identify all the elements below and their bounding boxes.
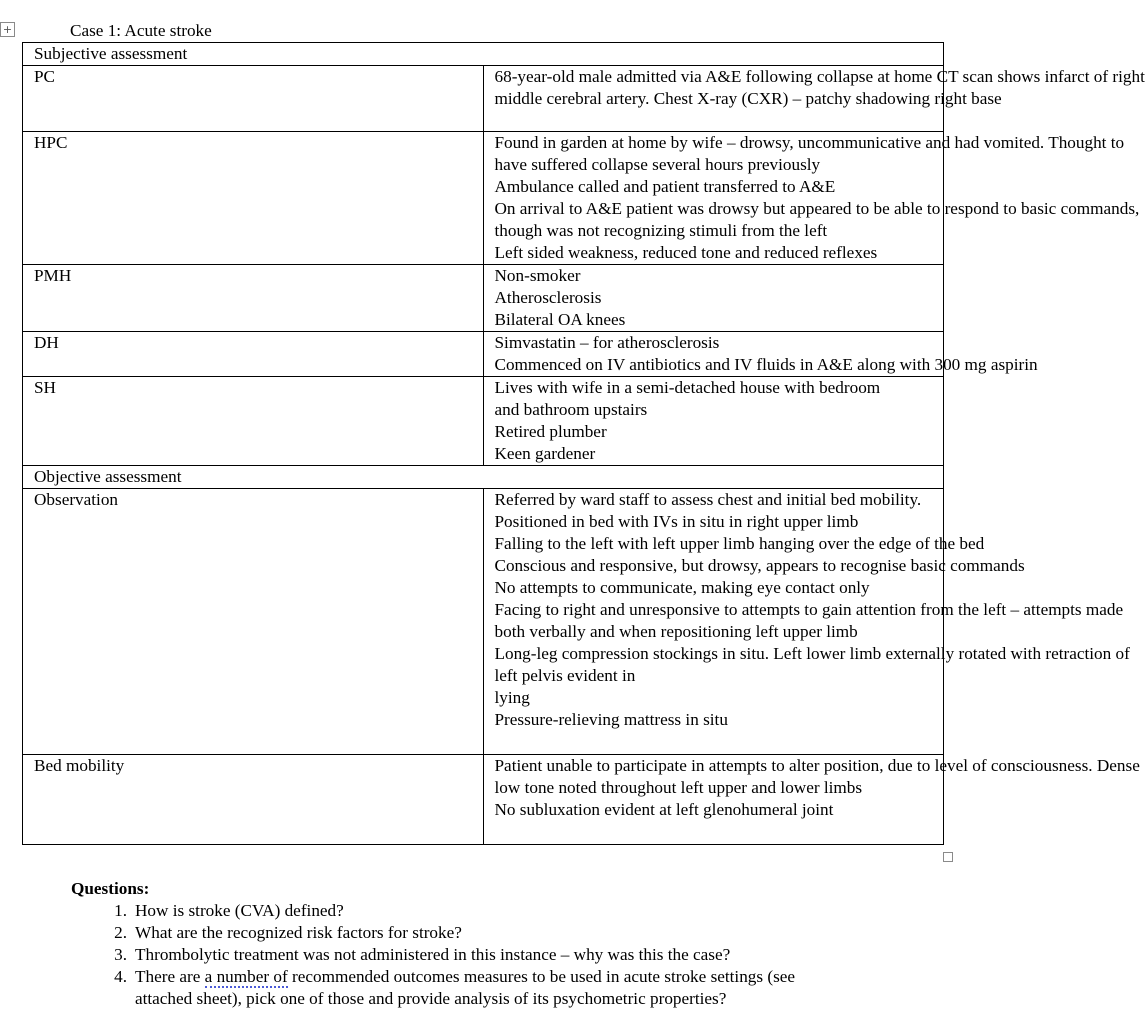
case-title: Case 1: Acute stroke	[70, 21, 212, 40]
table-row-dh	[23, 332, 944, 377]
content-line: On arrival to A&E patient was drowsy but appeared to be able to respond to basic commands,	[494, 199, 1140, 218]
table-row-observation	[23, 489, 944, 755]
table-row-pmh	[23, 265, 944, 332]
content-line: though was not recognizing stimuli from the left	[494, 221, 828, 240]
row-label: DH	[23, 332, 484, 377]
row-content	[483, 265, 944, 332]
question-number: 3.	[114, 945, 127, 964]
content-line: Retired plumber	[494, 422, 607, 441]
content-line: No attempts to communicate, making eye contact only	[494, 578, 870, 597]
question-number: 2.	[114, 923, 127, 942]
content-line: No subluxation evident at left glenohumeral joint	[494, 800, 834, 819]
question-text-pre: There are	[135, 967, 205, 986]
list-item	[71, 900, 951, 922]
content-line: Conscious and responsive, but drowsy, appears to recognise basic commands	[494, 556, 1025, 575]
content-line: Lives with wife in a semi-detached house with bedroom	[494, 378, 881, 397]
content-line: Falling to the left with left upper limb hanging over the edge of the bed	[494, 534, 985, 553]
content-line: Commenced on IV antibiotics and IV fluids in A&E along with 300 mg aspirin	[494, 355, 1038, 374]
table-row-pc	[23, 66, 944, 132]
content-line: have suffered collapse several hours previously	[494, 155, 821, 174]
content-line: Left sided weakness, reduced tone and reduced reflexes	[494, 243, 878, 262]
content-line: Atherosclerosis	[494, 288, 602, 307]
table-row-sh	[23, 377, 944, 466]
assessment-table	[22, 42, 1145, 845]
content-line: Keen gardener	[494, 444, 596, 463]
question-text: Thrombolytic treatment was not administered in this instance – why was this the case?	[135, 945, 731, 964]
questions-heading: Questions:	[71, 879, 150, 898]
question-number: 4.	[114, 967, 127, 986]
list-item-continuation	[71, 988, 951, 1010]
section-row-subjective	[23, 43, 944, 66]
question-text-post: recommended outcomes measures to be used in acute stroke settings (see	[287, 967, 796, 986]
row-label: PMH	[23, 265, 484, 332]
question-text-continuation: attached sheet), pick one of those and provide analysis of its psychometric properties?	[135, 989, 727, 1008]
row-content	[483, 755, 1140, 845]
table-move-handle-icon[interactable]: +	[0, 22, 15, 37]
content-line: Long-leg compression stockings in situ. Left lower limb externally rotated with retraction of	[494, 644, 1130, 663]
question-text	[135, 966, 951, 988]
list-item	[71, 922, 951, 944]
content-line: lying	[494, 688, 530, 707]
row-label: PC	[23, 66, 484, 132]
row-label: Observation	[23, 489, 484, 755]
row-label: HPC	[23, 132, 484, 265]
question-text: How is stroke (CVA) defined?	[135, 901, 344, 920]
content-line: middle cerebral artery. Chest X-ray (CXR) – patchy shadowing right base	[494, 89, 1002, 108]
row-label: SH	[23, 377, 484, 466]
content-line: Referred by ward staff to assess chest and initial bed mobility.	[494, 490, 922, 509]
row-content	[483, 132, 1140, 265]
grammar-flagged-phrase[interactable]: a number of	[204, 967, 288, 986]
content-line: 68-year-old male admitted via A&E following collapse at home CT scan shows infarct of right	[494, 67, 1145, 86]
list-item	[71, 966, 951, 988]
content-line: both verbally and when repositioning left upper limb	[494, 622, 858, 641]
content-line: Found in garden at home by wife – drowsy, uncommunicative and had vomited. Thought to	[494, 133, 1125, 152]
questions-list	[71, 900, 951, 1010]
table-row-hpc	[23, 132, 944, 265]
section-heading-subjective: Subjective assessment	[23, 43, 944, 66]
content-line: Pressure-relieving mattress in situ	[494, 710, 728, 729]
table-resize-handle-icon[interactable]	[943, 852, 953, 862]
list-item	[71, 944, 951, 966]
questions-section	[71, 878, 951, 1010]
content-line: and bathroom upstairs	[494, 400, 648, 419]
content-line: Facing to right and unresponsive to attempts to gain attention from the left – attempts made	[494, 600, 1124, 619]
section-heading-objective: Objective assessment	[23, 466, 944, 489]
content-line: left pelvis evident in	[494, 666, 636, 685]
row-content	[483, 66, 1145, 132]
content-line: Positioned in bed with IVs in situ in right upper limb	[494, 512, 859, 531]
content-line: low tone noted throughout left upper and lower limbs	[494, 778, 863, 797]
content-line: Bilateral OA knees	[494, 310, 626, 329]
content-line: Ambulance called and patient transferred to A&E	[494, 177, 836, 196]
content-line: Non-smoker	[494, 266, 581, 285]
question-text: What are the recognized risk factors for stroke?	[135, 923, 462, 942]
row-label: Bed mobility	[23, 755, 484, 845]
content-line: Patient unable to participate in attempts to alter position, due to level of consciousness. Dense	[494, 756, 1140, 775]
row-content	[483, 332, 1038, 377]
content-line: Simvastatin – for atherosclerosis	[494, 333, 720, 352]
row-content	[483, 489, 1130, 755]
table-row-bed-mobility	[23, 755, 944, 845]
section-row-objective	[23, 466, 944, 489]
row-content	[483, 377, 944, 466]
question-number: 1.	[114, 901, 127, 920]
